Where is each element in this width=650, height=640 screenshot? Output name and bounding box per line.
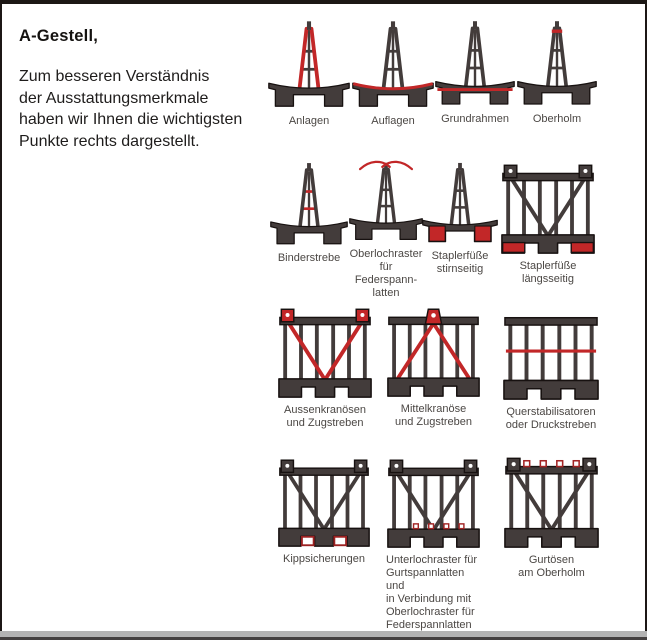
figure-caption — [349, 248, 423, 300]
caption-line: Oberlochraster — [349, 247, 423, 260]
caption-line: Mittelkranöse — [400, 403, 467, 415]
aframe-binderstrebe-icon — [270, 158, 348, 248]
figure-anlagen — [268, 16, 350, 128]
caption-line: Unterlochraster für — [386, 554, 478, 566]
figure-caption — [503, 554, 600, 580]
figure-caption — [435, 113, 515, 126]
figure-caption — [277, 553, 371, 566]
truss-staplerfuesse-icon — [500, 160, 596, 256]
figure-caption — [422, 250, 498, 276]
intro-paragraph — [19, 66, 242, 152]
caption-line: und Zugstreben — [286, 417, 364, 429]
figure-grundrahmen — [435, 16, 515, 126]
aframe-oberholm-icon — [517, 16, 597, 109]
figure-querstabilisatoren — [502, 304, 600, 432]
figure-caption — [270, 252, 348, 265]
caption-line: am Oberholm — [518, 567, 585, 579]
page-title: A-Gestell, — [19, 27, 99, 45]
caption-line: Gurtösen — [528, 554, 575, 566]
aframe-staplerfuesse-icon — [422, 158, 498, 246]
caption-line: Federspannlatten — [386, 619, 472, 631]
figure-staplerfuesse-laengsseitig — [500, 160, 596, 286]
page-border-top — [0, 0, 647, 4]
figure-caption — [517, 113, 597, 126]
truss-querstabilisatoren-icon — [502, 304, 600, 402]
caption-line: Oberlochraster für — [386, 606, 475, 618]
caption-line: Querstabilisatoren — [506, 406, 596, 418]
figure-binderstrebe — [270, 158, 348, 265]
figure-caption — [277, 404, 373, 430]
caption-line: stirnseitig — [436, 263, 484, 276]
caption-line: latten — [372, 286, 400, 299]
aframe-oberlochraster-icon — [349, 158, 423, 244]
figure-caption — [352, 115, 434, 128]
figure-aussenkranoesen — [277, 304, 373, 430]
figure-caption — [386, 403, 481, 429]
caption-line: Gurtspannlatten und — [386, 567, 465, 592]
figure-kippsicherungen — [277, 455, 371, 566]
figure-gurtoesen — [503, 453, 600, 580]
caption-line: in Verbindung mit — [386, 593, 471, 605]
intro-line: haben wir Ihnen die wichtigsten — [19, 111, 243, 128]
figure-caption — [268, 115, 350, 128]
caption-line: oder Druckstreben — [505, 419, 597, 431]
caption-line: Binderstrebe — [277, 252, 341, 265]
truss-aussenkranoesen-icon — [277, 304, 373, 400]
caption-line: Kippsicherungen — [283, 553, 365, 565]
figure-auflagen — [352, 16, 434, 128]
page-border-left — [0, 0, 2, 640]
caption-line: Staplerfüße — [519, 260, 577, 272]
figure-caption — [502, 406, 600, 432]
caption-line: für Federspann- — [354, 260, 418, 286]
figure-caption — [500, 260, 596, 286]
caption-line: Auflagen — [371, 115, 415, 128]
caption-line: längsseitig — [522, 273, 574, 285]
figure-unterlochraster — [386, 455, 481, 632]
caption-line: Grundrahmen — [441, 112, 509, 125]
figure-oberholm — [517, 16, 597, 126]
page-border-right — [645, 0, 647, 640]
figure-mittelkranoese — [386, 304, 481, 429]
figure-oberlochraster — [349, 158, 423, 300]
aframe-grundrahmen-icon — [435, 16, 515, 109]
intro-line: Punkte rechts dargestellt. — [19, 132, 200, 150]
truss-gurtoesen-icon — [503, 453, 600, 550]
intro-line: Zum besseren Verständnis — [19, 68, 210, 85]
caption-line: Anlagen — [288, 115, 330, 128]
aframe-anlagen-icon — [268, 16, 350, 111]
aframe-auflagen-icon — [352, 16, 434, 111]
truss-mittelkranoese-icon — [386, 304, 481, 399]
figure-caption — [386, 554, 481, 632]
caption-line: Aussenkranösen — [284, 404, 366, 416]
caption-line: Oberholm — [532, 112, 582, 125]
caption-line: und Zugstreben — [394, 416, 473, 428]
truss-kippsicherungen-icon — [277, 455, 371, 549]
caption-line: Staplerfüße — [431, 250, 489, 263]
truss-unterlochraster-icon — [386, 455, 481, 550]
intro-line: der Ausstattungsmerkmale — [19, 89, 209, 107]
figure-staplerfuesse-stirnseitig — [422, 158, 498, 276]
